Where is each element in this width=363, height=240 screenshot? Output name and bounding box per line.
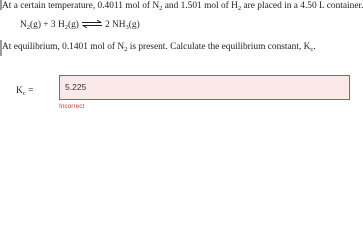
equilibrium-end: . xyxy=(313,42,316,52)
answer-status-incorrect: Incorrect xyxy=(59,103,85,110)
kc-answer-value: 5.225 xyxy=(65,82,87,92)
reactant-h2-text: (g) + 3 H xyxy=(30,20,65,30)
product-nh3-state: (g) xyxy=(128,20,140,30)
reactant-n2: N xyxy=(20,20,27,30)
kc-label-k: K xyxy=(16,86,23,96)
equilibrium-statement xyxy=(2,41,316,53)
intro-prefix: At a certain temperature, 0.4011 mol of N xyxy=(2,1,160,11)
equilibrium-arrow-icon xyxy=(81,20,103,28)
reaction-equation xyxy=(20,19,140,31)
intro-h2-sub: 2 xyxy=(237,5,242,12)
reactant-n2-sub: 2 xyxy=(26,24,31,31)
problem-intro xyxy=(2,0,363,12)
intro-suffix: are placed in a 4.50 L container. xyxy=(241,1,363,11)
product-nh3: 2 NH xyxy=(104,20,126,30)
equilibrium-prefix: At equilibrium, 0.1401 mol of N xyxy=(2,42,125,52)
kc-answer-input[interactable] xyxy=(59,75,350,100)
intro-n2-sub: 2 xyxy=(159,5,163,12)
answer-row xyxy=(16,75,350,111)
kc-label xyxy=(16,85,34,97)
product-nh3-sub: 3 xyxy=(125,24,129,31)
reactant-h2-sub: 2 xyxy=(64,24,68,31)
intro-middle: and 1.501 mol of H xyxy=(162,1,238,11)
kc-label-sub: c xyxy=(22,90,26,97)
kc-label-equals: = xyxy=(25,86,34,96)
equilibrium-n2-sub: 2 xyxy=(124,46,128,53)
equilibrium-kc-sub: c xyxy=(310,46,314,53)
equilibrium-middle: is present. Calculate the equilibrium constant, K xyxy=(127,42,311,52)
reactant-h2-state: (g) xyxy=(68,20,79,30)
